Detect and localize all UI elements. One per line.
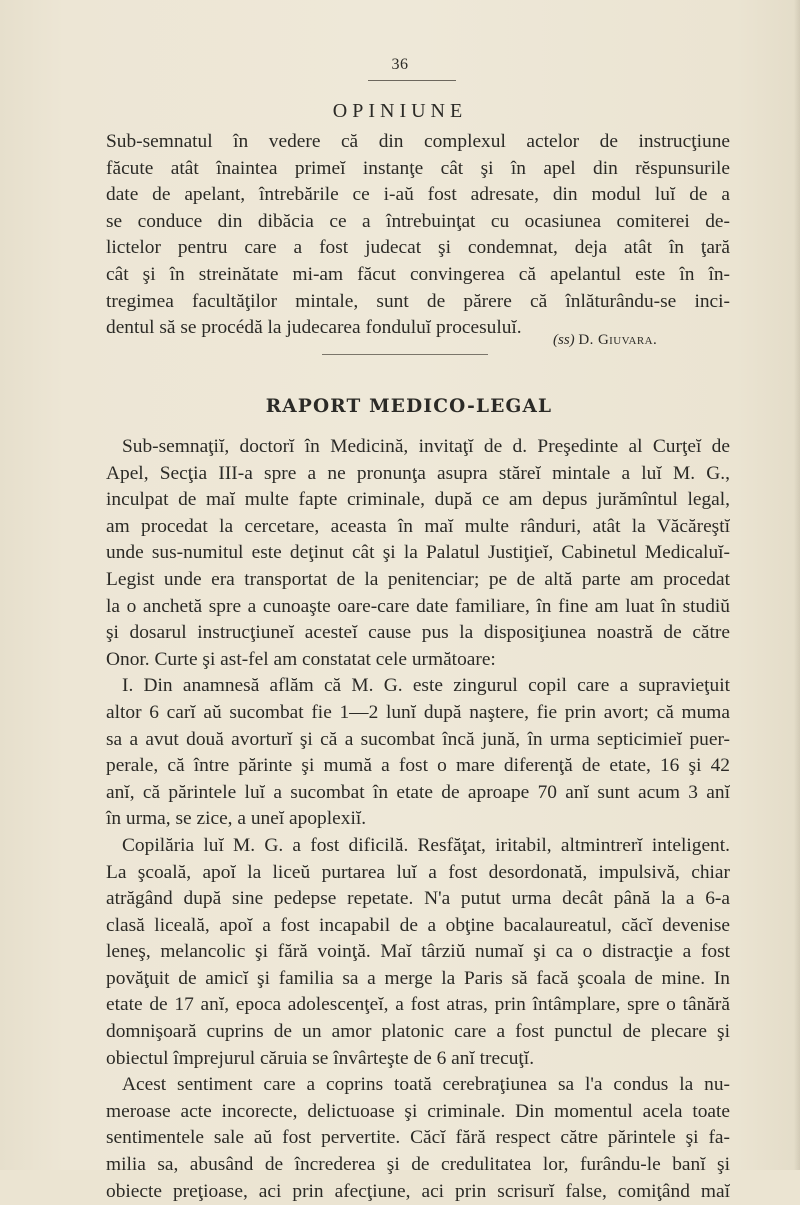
text-line: altor 6 carĭ aŭ sucombat fie 1—2 lunĭ după naştere, fie prin avort; că muma: [106, 701, 730, 723]
text-line: Legist unde era transportat de la penitenciar; pe de altă parte am procedat: [106, 568, 730, 590]
text-line: obiecte preţioase, aci prin afecţiune, aci prin scrisurĭ false, comiţând maĭ: [106, 1180, 730, 1202]
text-line: am procedat la cercetare, aceasta în maĭ multe rânduri, atât la Văcăreştĭ: [106, 515, 730, 537]
text-line: Onor. Curte şi ast-fel am constatat cele următoare:: [106, 648, 496, 670]
text-line: date de apelant, întrebările ce i-aŭ fost adresate, din modul luĭ de a: [106, 184, 730, 206]
report-heading: RAPORT MEDICO-LEGAL: [265, 396, 553, 417]
text-line: dentul să se procédă la judecarea fonduluĭ procesuluĭ.: [106, 317, 522, 339]
text-line: meroase acte incorecte, delictuoase şi criminale. Din momentul acela toate: [106, 1100, 730, 1122]
text-line: Sub-semnaţiĭ, doctorĭ în Medicină, invitaţĭ de d. Preşedinte al Curţeĭ de: [122, 436, 730, 457]
text-line: I. Din anamnesă aflăm că M. G. este zingurul copil care a supravieţuit: [122, 675, 730, 697]
text-line: făcute atât înaintea primeĭ instanţe cât şi în apel din rĕspunsurile: [106, 157, 730, 179]
text-line: Sub-semnatul în vedere că din complexul actelor de instrucţiune: [106, 131, 730, 152]
page-number: 36: [391, 56, 409, 73]
text-line: lictelor pentru care a fost judecat şi condemnat, deja atât în ţară: [106, 237, 730, 259]
text-line: milia sa, abusând de încrederea şi de credulitatea lor, furându-le banĭ şi: [106, 1154, 730, 1176]
text-line: La şcoală, apoĭ la liceŭ purtarea luĭ a fost desordonată, impulsivă, chiar: [106, 861, 730, 883]
opinion-paragraph: [106, 129, 730, 342]
text-line: se conduce din dibăcia ce a întrebuinţat cu ocasiunea comiterei de-: [106, 210, 730, 232]
signature: [553, 332, 657, 349]
text-line: inculpat de maĭ multe fapte criminale, după ce am depus jurămîntul legal,: [106, 489, 730, 511]
text-line: etate de 17 anĭ, epoca adolescenţeĭ, a fost atras, prin întâmplare, spre o tânără: [106, 994, 730, 1016]
text-line: tregimea facultăţilor mintale, sunt de părere că înlăturându-se inci-: [106, 290, 730, 312]
text-line: domnişoară cuprins de un amor platonic care a fost punctul de plecare şi: [106, 1021, 730, 1043]
text-line: sentimentele sale aŭ fost pervertite. Căcĭ fără respect către părintele şi fa-: [106, 1127, 730, 1149]
text-line: Acest sentiment care a coprins toată cerebraţiunea sa l'a condus la nu-: [122, 1074, 730, 1096]
text-line: anĭ, că părintele luĭ a sucombat în etate de aproape 70 anĭ sunt acum 3 anĭ: [106, 781, 730, 803]
text-line: leneş, melancolic şi fără voinţă. Maĭ târziŭ numaĭ şi ca o distracţie a fost: [106, 941, 730, 963]
header-rule: [368, 80, 456, 81]
text-line: la o anchetă spre a cunoaşte oare-care date familiare, în fine am luat în studiŭ: [106, 595, 730, 617]
signature-prefix: (ss): [553, 332, 575, 348]
text-line: Copilăria luĭ M. G. a fost dificilă. Resfăţat, iritabil, altmintrerĭ inteligent.: [122, 834, 730, 856]
report-body: [106, 434, 730, 1205]
text-line: unde sus-numitul este deţinut cât şi la Palatul Justiţieĭ, Cabinetul Medicaluĭ-: [106, 542, 730, 564]
signature-name: D. Giuvara.: [578, 332, 658, 348]
text-line: obiectul împrejurul căruia se învârteşte de 6 anĭ trecuţĭ.: [106, 1047, 535, 1069]
text-line: şi dosarul instrucţiuneĭ acesteĭ cause pus la disposiţiunea noastră de către: [106, 622, 730, 644]
text-line: perale, că între părinte şi mumă a fost o mare diferenţă de etate, 16 şi 42: [106, 755, 730, 777]
page-edge-shadow: [794, 0, 800, 1170]
text-line: cât şi în streinătate mi-am făcut convingerea că apelantul este în în-: [106, 263, 730, 285]
text-line: atrăgând după sine pedepse repetate. N'a putut urma decât până la a 6-a: [106, 888, 730, 910]
text-line: clasă liceală, apoĭ a fost incapabil de a obţine bacalaureatul, căcĭ devenise: [106, 914, 730, 936]
text-line: în urma, se zice, a uneĭ apoplexiĭ.: [106, 808, 367, 830]
text-line: sa a avut două avorturĭ şi că a sucombat încă jună, în urma septicimieĭ puer-: [106, 728, 730, 750]
opinion-heading: OPINIUNE: [332, 100, 468, 122]
text-line: povăţuit de amicĭ şi familia sa a merge la Paris să facă şcoala de mine. In: [106, 967, 730, 989]
text-line: Apel, Secţia III-a spre a ne pronunţa asupra stăreĭ mintale a luĭ M. G.,: [106, 462, 730, 484]
section-divider: [322, 354, 488, 355]
